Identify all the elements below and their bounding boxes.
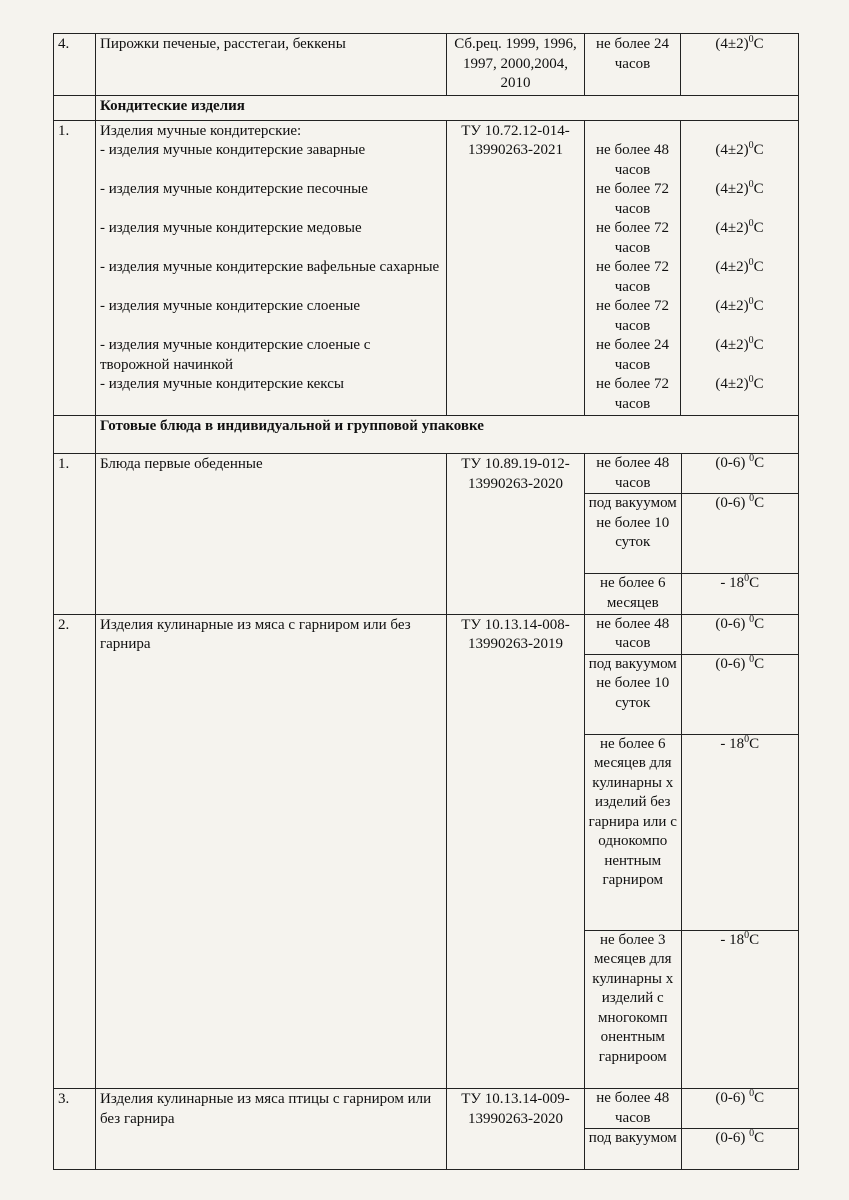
shelf-life: не более 3 месяцев для кулинарны х изделий с многокомп онентным гарнироом: [585, 930, 681, 1088]
table-row: [54, 614, 799, 1089]
shelf-life: не более 48 часов: [585, 454, 681, 494]
product-name: Пирожки печеные, расстегаи, беккены: [96, 34, 447, 96]
storage-subtable: [585, 614, 799, 1089]
products-table: [53, 33, 799, 1170]
shelf-life: не более 48 часов: [585, 1089, 681, 1129]
product-name: Изделия мучные кондитерские: - изделия мучные кондитерские заварные - изделия мучные кондитерские песочные - изделия мучные кондитерские медовые - изделия мучные кондитерские вафельные сахарные - изделия мучные кондитерские слоеные - изделия мучные кондитерские слоеные с творожной начинкой - изделия мучные кондитерские кексы: [96, 120, 447, 416]
table-row: [54, 1089, 799, 1170]
table-row: [54, 120, 799, 416]
norm-doc: ТУ 10.89.19-012-13990263-2020: [447, 454, 585, 615]
norm-doc: ТУ 10.13.14-009-13990263-2020: [447, 1089, 585, 1170]
section-row: [54, 95, 799, 120]
storage-temp: (0-6) $^0$С: [715, 1128, 765, 1146]
storage-temp: - $18^0С$: [720, 929, 760, 948]
product-name: Изделия кулинарные из мяса птицы с гарниром или без гарнира: [96, 1089, 447, 1170]
shelf-life: под вакуумом не более 10 суток: [585, 494, 681, 574]
row-number: 4.: [54, 34, 96, 96]
row-number: 3.: [54, 1089, 96, 1170]
section-title: Готовые блюда в индивидуальной и групповой упаковке: [96, 416, 799, 454]
storage-temp: - $18^0С$: [681, 734, 798, 930]
shelf-life: не более 48 часов не более 72 часов не более 72 часов не более 72 часов не более 72 часов не более 24 часов не более 72 часов: [585, 120, 681, 416]
norm-doc: ТУ 10.13.14-008-13990263-2019: [447, 614, 585, 1089]
shelf-life: не более 48 часов: [585, 615, 681, 655]
shelf-life: не более 24 часов: [585, 34, 681, 96]
storage-subtable: [585, 1089, 799, 1170]
storage-temp: (0-6) $^0$С: [681, 454, 798, 494]
storage-temp: (0-6) $^0$С: [681, 1089, 798, 1129]
shelf-life: под вакуумом: [585, 1129, 681, 1169]
product-name: Изделия кулинарные из мяса с гарниром или без гарнира: [96, 614, 447, 1089]
table-row: [54, 34, 799, 96]
table-row: [54, 454, 799, 615]
shelf-life: не более 6 месяцев для кулинарны х изделий без гарнира или с однокомпо нентным гарниром: [585, 734, 681, 930]
row-number: 1.: [54, 120, 96, 416]
storage-subtable: [585, 454, 799, 615]
section-title: Кондитеские изделия: [96, 95, 799, 120]
norm-doc: ТУ 10.72.12-014-13990263-2021: [447, 120, 585, 416]
norm-doc: Сб.рец. 1999, 1996, 1997, 2000,2004, 2010: [447, 34, 585, 96]
row-number: 1.: [54, 454, 96, 615]
shelf-life: не более 6 месяцев: [585, 574, 681, 614]
storage-temp: $(4\pm 2)^0С$ $(4\pm 2)^0С$ $(4\pm 2)^0С$ $(4\pm 2)^0С$ $(4\pm 2)^0С$ $(4\pm 2)^0С$ $(4\pm 2)^0С$: [681, 120, 799, 416]
storage-temp: (0-6) $^0$С: [681, 654, 798, 734]
shelf-life: под вакуумом не более 10 суток: [585, 654, 681, 734]
row-number: 2.: [54, 614, 96, 1089]
storage-temp: - $18^0С$: [720, 573, 760, 591]
storage-temp: $(4\pm 2)^0С$: [681, 34, 799, 96]
section-row: [54, 416, 799, 454]
storage-temp: (0-6) $^0$С: [681, 494, 798, 574]
product-name: Блюда первые обеденные: [96, 454, 447, 615]
storage-temp: (0-6) $^0$С: [681, 615, 798, 655]
